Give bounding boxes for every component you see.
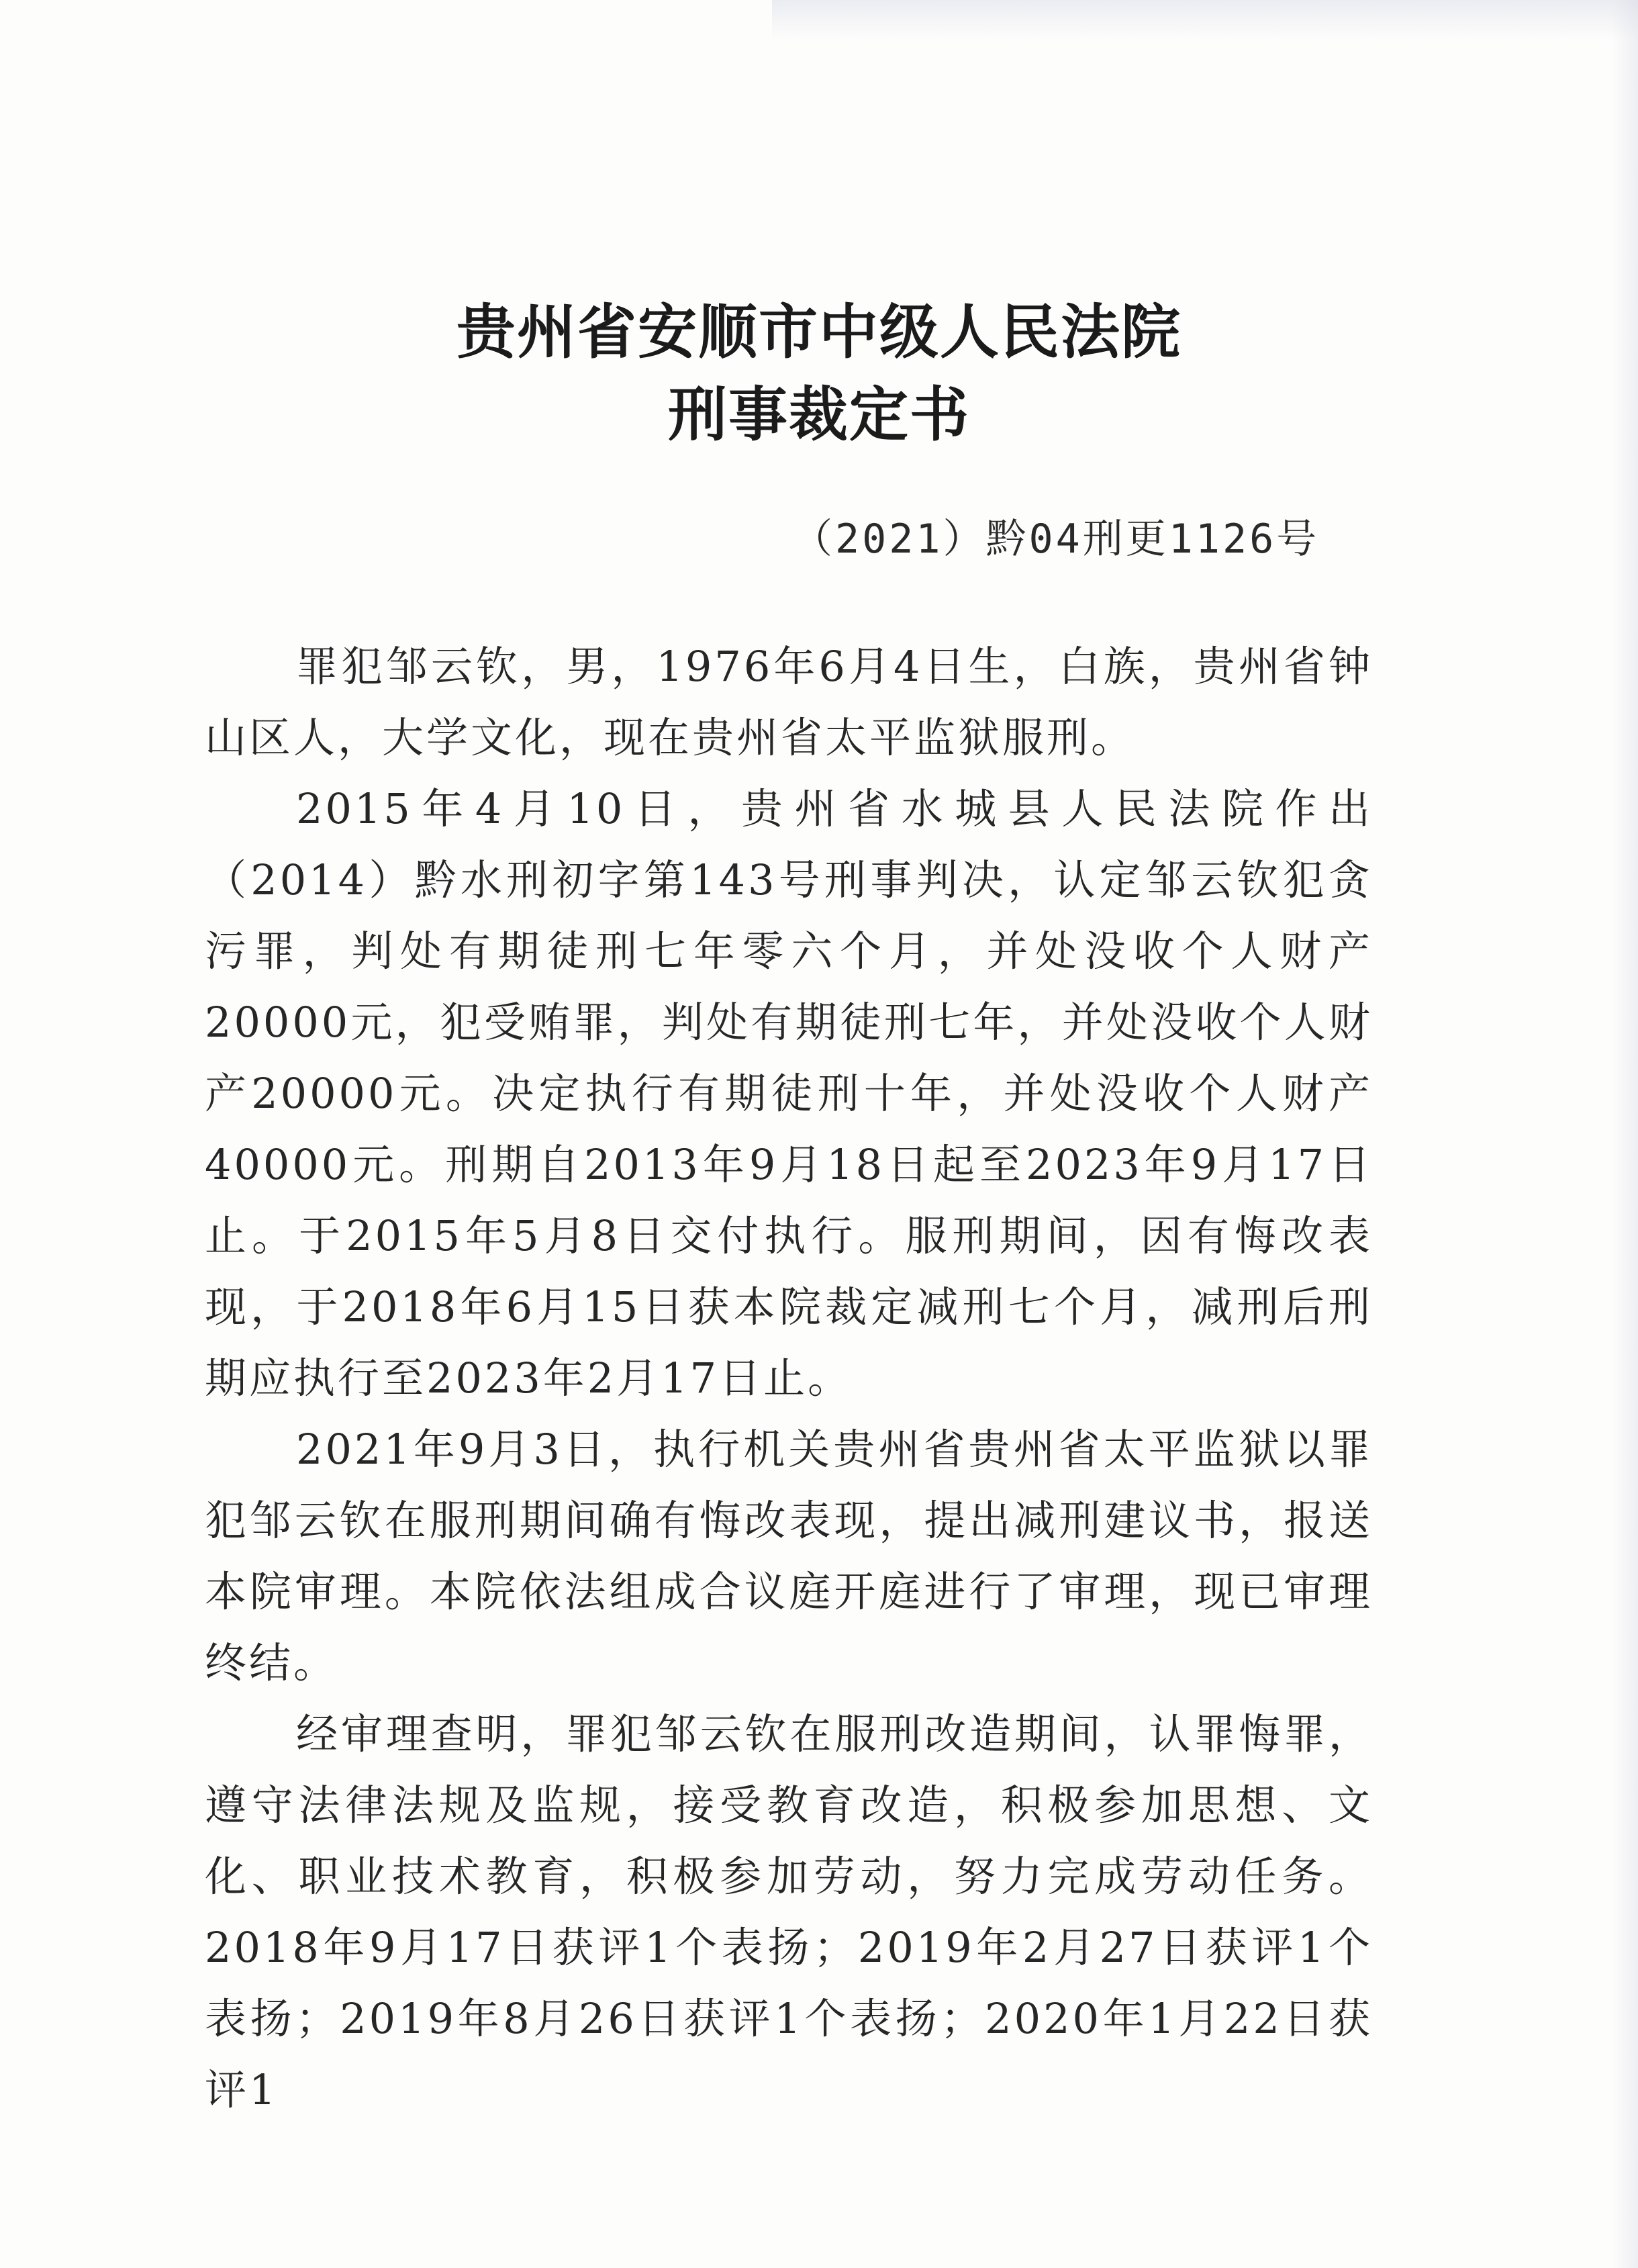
document-type-title: 刑事裁定书: [667, 379, 970, 449]
paragraph-defendant-info: 罪犯邹云钦，男，1976年6月4日生，白族，贵州省钟山区人，大学文化，现在贵州省太平监狱服刑。: [205, 642, 1373, 762]
document-body: [205, 631, 1373, 2126]
court-name-title: 贵州省安顺市中级人民法院: [456, 297, 1182, 367]
paragraph-original-judgment: 2015年4月10日，贵州省水城县人民法院作出（2014）黔水刑初字第143号刑事判决，认定邹云钦犯贪污罪，判处有期徒刑七年零六个月，并处没收个人财产20000元，犯受贿罪，判处有期徒刑七年，并处没收个人财产20000元。决定执行有期徒刑十年，并处没收个人财产40000元。刑期自2013年9月18日起至2023年9月17日止。于2015年5月8日交付执行。服刑期间，因有悔改表现，于2018年6月15日获本院裁定减刑七个月，减刑后刑期应执行至2023年2月17日止。: [205, 784, 1373, 1403]
paragraph-findings: 经审理查明，罪犯邹云钦在服刑改造期间，认罪悔罪，遵守法律法规及监规，接受教育改造，积极参加思想、文化、职业技术教育，积极参加劳动，努力完成劳动任务。2018年9月17日获评1个表扬；2019年2月27日获评1个表扬；2019年8月26日获评1个表扬；2020年1月22日获评1: [205, 1709, 1373, 2114]
scan-shadow-top: [772, 0, 1638, 40]
paragraph-commutation-proposal: 2021年9月3日，执行机关贵州省贵州省太平监狱以罪犯邹云钦在服刑期间确有悔改表现，提出减刑建议书，报送本院审理。本院依法组成合议庭开庭进行了审理，现已审理终结。: [205, 1425, 1373, 1687]
case-number: （2021）黔04刑更1126号: [792, 516, 1320, 563]
